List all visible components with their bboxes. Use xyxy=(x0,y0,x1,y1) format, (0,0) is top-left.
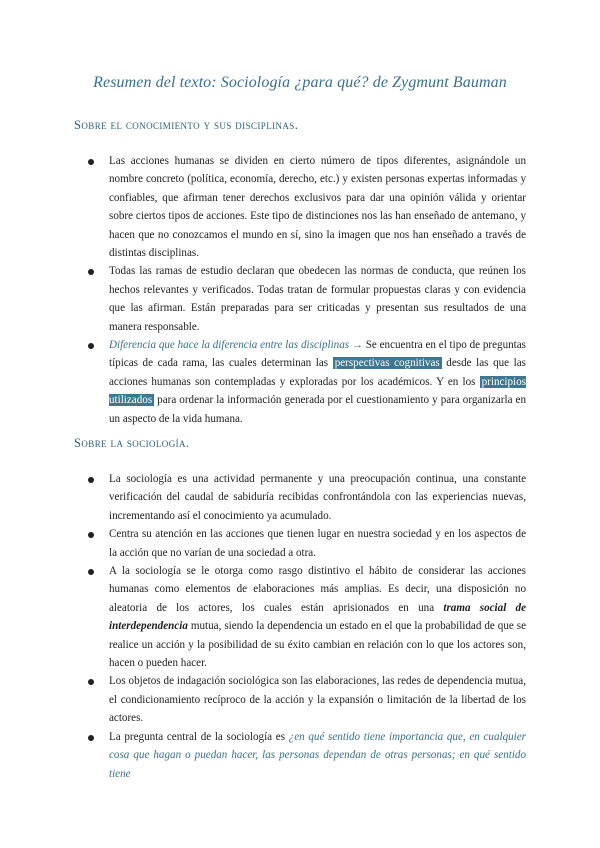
bullet-text: Los objetos de indagación sociológica son las elaboraciones, las redes de dependencia mutua, el condicionamiento recíproco de la acción y la expansión o limitación de la libertad de los actores. xyxy=(109,675,526,725)
bullet-icon xyxy=(88,569,94,575)
list-item xyxy=(0,728,526,783)
document-title: Resumen del texto: Sociología ¿para qué? de Zygmunt Bauman xyxy=(93,74,507,91)
list-item xyxy=(0,152,526,262)
bullet-list-knowledge xyxy=(0,152,600,428)
bullet-list-sociology xyxy=(0,470,600,783)
highlight-perspectivas: perspectivas cognitivas xyxy=(334,357,440,370)
highlight-principios: principios utilizados xyxy=(109,375,526,407)
bullet-icon xyxy=(88,159,94,165)
bullet-text: A la sociología se le otorga como rasgo distintivo el hábito de considerar las acciones humanas como elementos de elaboraciones más amplias. Es decir, una disposición no aleatoria de los actores, los cuales están aprisionados en una xyxy=(109,565,526,614)
list-item xyxy=(0,262,526,336)
bullet-text: La pregunta central de la sociología es xyxy=(109,730,289,743)
section-heading-knowledge: Sobre el conocimiento y sus disciplinas. xyxy=(74,118,299,132)
list-item xyxy=(0,562,526,672)
bullet-text: Todas las ramas de estudio declaran que obedecen las normas de conducta, que reúnen los hechos relevantes y verificados. Todas tratan de formular propuestas claras y con evidencia que las afirman. Están preparadas para ser criticadas y presentan sus resultados de una manera responsable. xyxy=(109,265,526,333)
emphasis-lead: Diferencia que hace la diferencia entre las disciplinas → xyxy=(109,339,363,352)
bullet-text: para ordenar la información generada por el cuestionamiento y para organizarla en un aspecto de la vida humana. xyxy=(109,394,526,425)
bullet-text: Se encuentra en el tipo de preguntas típicas de cada rama, las cuales determinan las xyxy=(109,339,526,370)
section-heading-sociology: Sobre la sociología. xyxy=(74,436,190,450)
bullet-icon xyxy=(88,343,94,349)
bullet-icon xyxy=(88,532,94,538)
bullet-text: desde las que las acciones humanas son contempladas y exploradas por los académicos. Y en los xyxy=(109,357,527,388)
bullet-text: mutua, siendo la dependencia un estado en el que la probabilidad de que se realice un acción y la posibilidad de su éxito cambian en relación con lo que los actores son, hacen o pueden hacer. xyxy=(109,620,526,670)
list-item xyxy=(0,470,526,525)
bullet-icon xyxy=(88,679,94,685)
emphasis-trama-social: trama social de interdependencia xyxy=(109,601,526,633)
bullet-icon xyxy=(88,735,94,741)
list-item xyxy=(0,525,526,562)
bullet-icon xyxy=(88,477,94,483)
bullet-icon xyxy=(88,269,94,275)
bullet-text: Centra su atención en las acciones que tienen lugar en nuestra sociedad y en los aspectos de la acción que no varían de una sociedad a otra. xyxy=(109,528,526,559)
bullet-text: La sociología es una actividad permanente y una preocupación continua, una constante verificación del caudal de sabiduría recibidas confrontándola con las experiencias nuevas, incrementando así el conocimiento ya acumulado. xyxy=(109,473,526,522)
bullet-text: Las acciones humanas se dividen en cierto número de tipos diferentes, asignándole un nombre concreto (política, economía, derecho, etc.) y existen personas expertas informadas y confiables, que afirman tener derechos exclusivos para dar una opinión válida y orientar sobre ciertos tipos de acciones. Este tipo de distinciones nos las han enseñado de antemano, y hacen que no conozcamos el mundo en sí, sino la imagen que nos han enseñado a través de distintas disciplinas. xyxy=(109,155,526,260)
list-item xyxy=(0,672,526,727)
list-item xyxy=(0,336,526,428)
emphasis-central-question: ¿en qué sentido tiene importancia que, en cualquier cosa que hagan o puedan hacer, las personas dependan de otras personas; en qué sentido tiene xyxy=(109,730,526,780)
